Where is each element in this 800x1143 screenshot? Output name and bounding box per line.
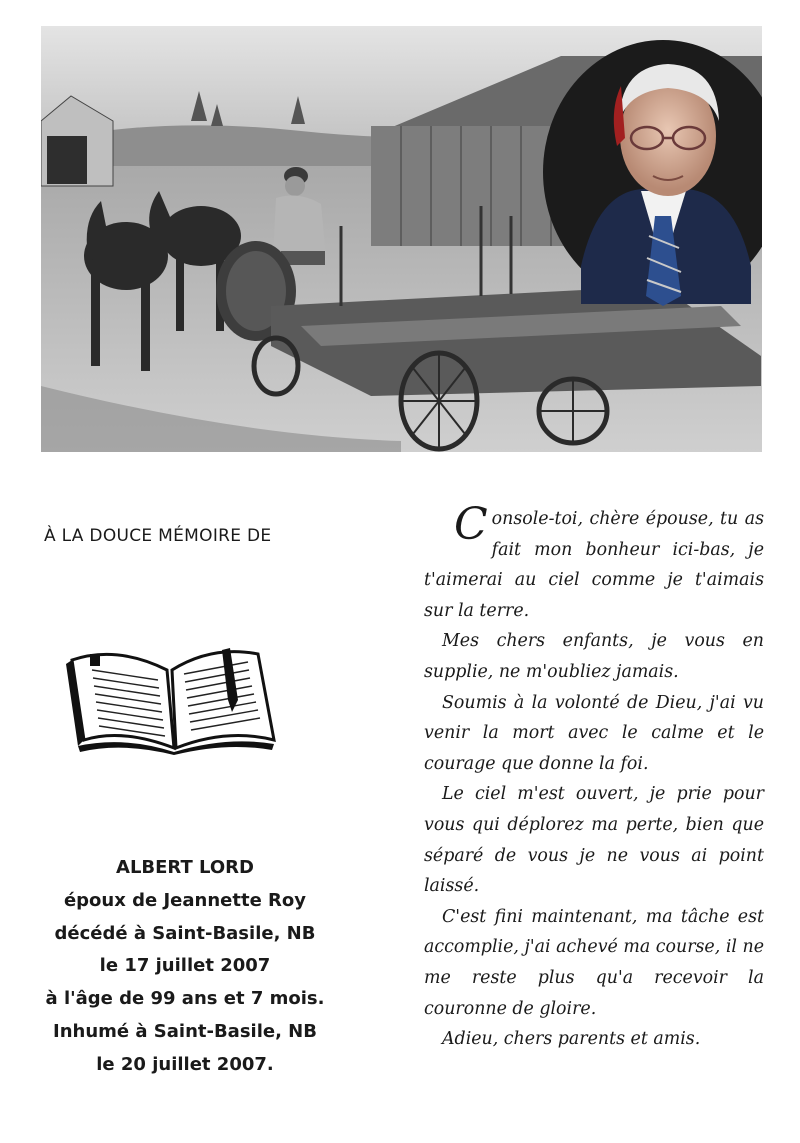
open-bible-icon	[62, 640, 276, 755]
burial-place: Inhumé à Saint-Basile, NB	[53, 1020, 317, 1042]
poem-paragraph-2: Mes chers enfants, je vous en supplie, ne m'oubliez jamais.	[424, 631, 764, 682]
spouse-line: époux de Jeannette Roy	[63, 889, 307, 911]
poem-paragraph-1	[424, 499, 764, 626]
death-date: le 17 juillet 2007	[99, 955, 271, 977]
farm-photo-illustration	[41, 26, 762, 452]
memorial-poem	[424, 499, 764, 1055]
deceased-name: ALBERT LORD	[116, 857, 254, 878]
death-place: décédé à Saint-Basile, NB	[54, 922, 316, 944]
poem-paragraph-4: Le ciel m'est ouvert, je prie pour vous qui déplorez ma perte, bien que séparé de vous je ne vous ai point laissé.	[424, 784, 764, 897]
deceased-details	[20, 852, 350, 1082]
memorial-heading: À LA DOUCE MÉMOIRE DE	[44, 526, 272, 546]
burial-date: le 20 juillet 2007.	[96, 1053, 274, 1075]
poem-paragraph-3: Soumis à la volonté de Dieu, j'ai vu venir la mort avec le calme et le courage que donne la foi.	[424, 692, 764, 774]
poem-paragraph-5: C'est fini maintenant, ma tâche est accomplie, j'ai achevé ma course, il ne me reste plus qu'a recevoir la couronne de gloire.	[424, 906, 764, 1019]
poem-dropcap: C	[454, 499, 488, 550]
memorial-photo	[41, 26, 762, 452]
poem-paragraph-6: Adieu, chers parents et amis.	[442, 1029, 701, 1050]
poem-paragraph-1-text: onsole-toi, chère épouse, tu as fait mon bonheur ici-bas, je t'aimerai au ciel comme je t'aimais sur la terre.	[424, 509, 764, 621]
age-line: à l'âge de 99 ans et 7 mois.	[45, 988, 325, 1010]
